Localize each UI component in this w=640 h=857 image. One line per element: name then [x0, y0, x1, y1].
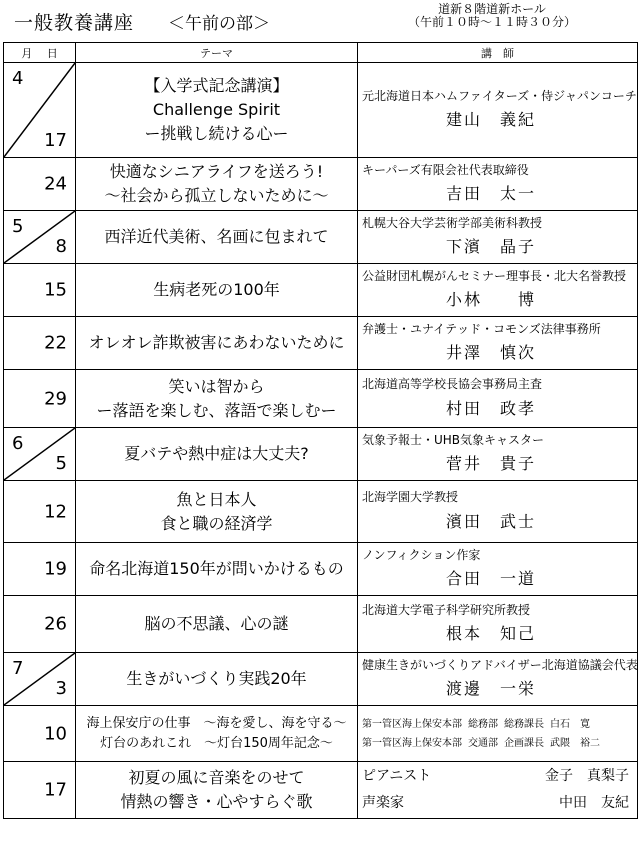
- table-row: [4, 158, 638, 211]
- day-value: 17: [44, 130, 67, 151]
- table-header-row: [4, 43, 638, 63]
- lecturer-name: 村田 政孝: [446, 398, 537, 418]
- theme-line: 初夏の風に音楽をのせて: [128, 768, 305, 787]
- lecturer-field: 第一管区海上保安本部: [362, 718, 462, 730]
- theme-cell: [76, 762, 358, 819]
- theme-line: 海上保安庁の仕事 〜海を愛し、海を守る〜: [86, 716, 347, 731]
- lecturer-cell: [358, 762, 638, 819]
- lecturer-affiliation: 弁護士・ユナイテッド・コモンズ法律事務所: [362, 321, 601, 336]
- day-value: 29: [44, 388, 67, 409]
- lecturer-cell: [358, 158, 638, 211]
- lecturer-name: 金子 真梨子: [545, 768, 629, 785]
- theme-cell: [76, 543, 358, 596]
- date-cell: [4, 158, 76, 211]
- lecturer-field: 第一管区海上保安本部: [362, 737, 462, 749]
- theme-line: 生きがいづくり実践20年: [126, 669, 307, 688]
- day-value: 5: [55, 453, 67, 474]
- date-cell: [4, 762, 76, 819]
- lecturer-affiliation: 気象予報士・UHB気象キャスター: [362, 432, 545, 447]
- theme-line: ー落語を楽しむ、落語で楽しむー: [96, 400, 337, 420]
- date-cell: [4, 63, 76, 158]
- lecturer-cell: [358, 653, 638, 706]
- theme-column-header: テーマ: [76, 43, 358, 63]
- date-cell: [4, 653, 76, 706]
- lecturer-entry: [358, 763, 637, 790]
- theme-line: Challenge Spirit: [152, 100, 281, 119]
- theme-line: 命名北海道150年が問いかけるもの: [89, 559, 344, 578]
- day-value: 24: [44, 173, 67, 195]
- table-row: [4, 706, 638, 762]
- theme-cell: [76, 211, 358, 264]
- lecturer-cell: [358, 63, 638, 158]
- lecturer-name: 合田 一道: [446, 569, 537, 589]
- lecturer-cell: [358, 428, 638, 481]
- day-value: 12: [44, 501, 67, 522]
- lecturer-affiliation: 公益財団札幌がんセミナー理事長・北大名誉教授: [362, 268, 627, 283]
- date-cell: [4, 317, 76, 370]
- date-cell: [4, 543, 76, 596]
- lecturer-cell: [358, 481, 638, 543]
- date-column-header: [4, 43, 76, 63]
- theme-line: 笑いは智から: [168, 376, 265, 396]
- lecturer-column-header: 講 師: [358, 43, 638, 63]
- lecturer-field: 企画課長: [504, 737, 544, 749]
- lecturer-entry: [358, 715, 637, 734]
- lecturer-name: 下濱 晶子: [446, 237, 537, 257]
- table-row: [4, 653, 638, 706]
- table-row: [4, 264, 638, 317]
- lecturer-field: 白石 寛: [550, 718, 590, 730]
- lecturer-name: 菅井 貴子: [446, 454, 537, 474]
- lecturer-field: 交通部: [468, 737, 498, 749]
- day-value: 10: [44, 723, 67, 744]
- month-value: 6: [12, 433, 24, 454]
- date-cell: [4, 596, 76, 653]
- month-value: 5: [12, 216, 24, 237]
- schedule-table: [3, 42, 638, 819]
- date-cell: [4, 211, 76, 264]
- lecturer-name: 渡邊 一栄: [446, 679, 537, 699]
- lecturer-affiliation: 北海学園大学教授: [362, 490, 459, 505]
- table-row: [4, 211, 638, 264]
- table-row: [4, 762, 638, 819]
- lecturer-entry: [358, 790, 637, 817]
- theme-cell: [76, 653, 358, 706]
- page-header: [0, 0, 640, 42]
- page-title: 一般教養講座: [14, 12, 135, 34]
- theme-line: 魚と日本人: [176, 489, 257, 509]
- table-row: [4, 481, 638, 543]
- theme-line: 食と職の経済学: [160, 513, 273, 533]
- lecturer-cell: [358, 706, 638, 762]
- table-row: [4, 317, 638, 370]
- lecturer-name: 吉田 太一: [446, 184, 537, 204]
- lecturer-entry: [358, 734, 637, 753]
- day-value: 3: [55, 678, 67, 699]
- table-row: [4, 543, 638, 596]
- lecturer-cell: [358, 596, 638, 653]
- theme-cell: [76, 317, 358, 370]
- lecturer-name: 小林 博: [446, 290, 537, 310]
- date-cell: [4, 428, 76, 481]
- month-value: 7: [12, 658, 24, 679]
- theme-line: 生病老死の100年: [153, 280, 280, 299]
- theme-line: 夏バテや熱中症は大丈夫?: [124, 444, 309, 463]
- table-row: [4, 596, 638, 653]
- lecturer-name: 濱田 武士: [446, 511, 537, 531]
- lecturer-field: 総務部: [468, 718, 498, 730]
- lecturer-name: 根本 知己: [446, 624, 537, 644]
- venue-line-2: （午前１０時〜１１時３０分）: [407, 15, 576, 30]
- date-cell: [4, 370, 76, 428]
- theme-line: 脳の不思議、心の謎: [144, 614, 289, 633]
- day-value: 15: [44, 279, 67, 301]
- day-column-header: 日: [46, 46, 58, 60]
- lecturer-field: 武隈 裕二: [550, 737, 600, 749]
- day-value: 8: [55, 236, 67, 257]
- lecturer-field: 総務課長: [504, 718, 544, 730]
- date-cell: [4, 706, 76, 762]
- lecturer-cell: [358, 370, 638, 428]
- table-row: [4, 63, 638, 158]
- theme-line: 【入学式記念講演】: [144, 76, 289, 95]
- lecturer-affiliation: ノンフィクション作家: [362, 547, 481, 562]
- theme-line: ー挑戦し続ける心ー: [144, 124, 289, 143]
- theme-line: オレオレ詐欺被害にあわないために: [88, 333, 345, 352]
- lecturer-name: 中田 友紀: [559, 795, 629, 811]
- theme-cell: [76, 63, 358, 158]
- lecturer-affiliation: ピアニスト: [362, 768, 432, 785]
- lecturer-affiliation: キーパーズ有限会社代表取締役: [362, 162, 529, 177]
- venue-line-1: 道新８階道新ホール: [438, 2, 546, 16]
- theme-cell: [76, 370, 358, 428]
- day-value: 17: [44, 779, 67, 801]
- date-cell: [4, 264, 76, 317]
- table-row: [4, 370, 638, 428]
- theme-cell: [76, 264, 358, 317]
- day-value: 22: [44, 332, 67, 354]
- month-column-header: 月: [21, 46, 33, 60]
- theme-line: 快適なシニアライフを送ろう!: [109, 162, 324, 181]
- lecturer-name: 井澤 慎次: [446, 343, 537, 363]
- theme-cell: [76, 481, 358, 543]
- venue-info: [404, 3, 580, 29]
- day-value: 19: [44, 558, 67, 580]
- theme-line: 情熱の響き・心やすらぐ歌: [120, 792, 313, 811]
- theme-cell: [76, 428, 358, 481]
- lecturer-cell: [358, 211, 638, 264]
- page-subtitle: ＜午前の部＞: [168, 14, 270, 34]
- theme-line: 灯台のあれこれ 〜灯台150周年記念〜: [100, 735, 333, 751]
- day-value: 26: [44, 613, 67, 635]
- lecturer-cell: [358, 317, 638, 370]
- lecturer-cell: [358, 543, 638, 596]
- theme-cell: [76, 706, 358, 762]
- theme-cell: [76, 596, 358, 653]
- month-value: 4: [12, 68, 24, 89]
- theme-line: 西洋近代美術、名画に包まれて: [104, 227, 329, 246]
- lecturer-cell: [358, 264, 638, 317]
- lecturer-affiliation: 元北海道日本ハムファイターズ・侍ジャパンコーチ: [362, 88, 637, 103]
- lecturer-name: 建山 義紀: [446, 110, 537, 130]
- date-cell: [4, 481, 76, 543]
- lecturer-affiliation: 健康生きがいづくりアドバイザー北海道協議会代表: [362, 657, 638, 672]
- lecturer-affiliation: 札幌大谷大学芸術学部美術科教授: [362, 215, 543, 230]
- lecturer-affiliation: 声楽家: [362, 795, 404, 811]
- theme-line: 〜社会から孤立しないために〜: [104, 186, 329, 205]
- lecturer-affiliation: 北海道高等学校長協会事務局主査: [362, 377, 543, 392]
- table-row: [4, 428, 638, 481]
- theme-cell: [76, 158, 358, 211]
- lecturer-affiliation: 北海道大学電子科学研究所教授: [362, 602, 531, 617]
